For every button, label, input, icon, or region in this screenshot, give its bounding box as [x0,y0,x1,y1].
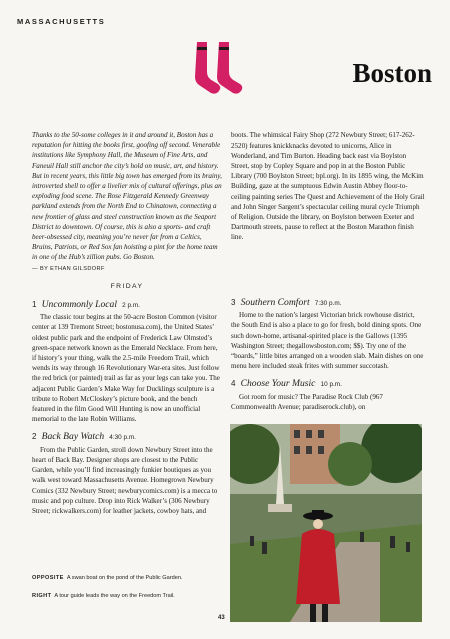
day-heading: FRIDAY [110,282,144,290]
page-number: 43 [218,615,225,621]
section-heading [231,297,425,309]
section-time: 7:30 p.m. [314,300,342,307]
section-body-text: From the Public Garden, stroll down Newbury Street into the heart of Back Bay. Designer shops are closest to the Public Garden, while you’ll find increasingly funkier boutiques as you walk west toward Massachusetts Avenue. Homegrown Newbury Comics (332 Newbury Street; newburycomics.com) is a mecca to music and pop culture. Drop into Rick Walker’s (306 Newbury Street; rickwalkers.com) for leather jackets, cowboy hats, and [32,445,218,515]
caption-right [32,593,222,599]
caption-opposite [32,575,222,581]
page-title: Boston [352,58,432,88]
section-number: 4 [231,379,236,389]
section-title: Southern Comfort [240,297,310,308]
freedom-trail-photo [230,424,422,622]
section-title: Uncommonly Local [41,299,118,311]
region-label: MASSACHUSETTS [17,17,106,26]
caption-text: A tour guide leads the way on the Freedom Trail. [54,593,175,599]
red-sox-socks-icon [191,40,243,96]
section-title: Back Bay Watch [41,431,105,443]
section-number: 3 [231,298,236,307]
section-body: Got room for music? The Paradise Rock Club (967 Commonwealth Avenue; paradiserock.club), on [231,392,383,411]
caption-text: A swan boat on the pond of the Public Garden. [66,575,183,581]
right-column [231,130,425,412]
section-heading [32,431,222,443]
section-number: 2 [32,432,37,442]
section-time: 4:30 p.m. [109,434,136,442]
caption-tag: RIGHT [32,593,52,599]
section-number: 1 [32,300,37,310]
left-column [32,130,222,516]
section-time: 10 p.m. [320,381,342,389]
section-body-continued-text: boots. The whimsical Fairy Shop (272 Newbury Street; 617-262-2520) features knickknacks devoted to unicorns, Alice in Wonderland, and Tim Burton. Heading back east via Boylston Street, stop by Copley Square and pop in at the Boston Public Library (700 Boylston Street; bpl.org). In its 1895 wing, the McKim Building, gaze at the sumptuous Edwin Austin Abbey floor-to-ceiling painting series The Quest and Achievement of the Holy Grail and John Singer Sargent’s spectacular ceiling mural cycle Triumph of Religion. Outside the library, on Boylston between Exeter and Dartmouth streets, pause to reflect at the Boston Marathon finish line. [231,131,425,242]
section-body: The classic tour begins at the 50-acre Boston Common (visitor center at 139 Tremont Street; bostonusa.com), the United States’ oldest public park and the endpoint of Frederick Law Olmsted’s green-space network known as the Emerald Necklace. From here, if history’s your thing, walk the 2.5-mile Freedom Trail, which wends its way through 16 Revolutionary War-era sites. Just follow the red brick (or painted) trail as far as your legs can take you. The adjacent Public Garden’s Make Way for Ducklings sculpture is a tribute to Robert McCloskey’s picture book, and the bench featured in the film Good Will Hunting is now an unofficial memorial to the late Robin Williams. [32,313,220,424]
section-time: 2 p.m. [122,302,140,310]
byline: — BY ETHAN GILSDORF [32,265,105,272]
section-body-split [32,445,222,516]
section-body: Home to the nation’s largest Victorian brick rowhouse district, the South End is also a place to go for fresh, bold dining spots. One such down-home, artisanal-spirited place is the Gallows (1395 Washington Street; thegallowsboston.com; $$). Try one of the “boards,” little bites arranged on a wooden slab. Main dishes on one menu here included steak frites with summer succotash. [231,311,424,371]
section-heading [32,299,222,311]
section-body-continued [231,130,425,290]
caption-tag: OPPOSITE [32,575,64,581]
section-title: Choose Your Music [240,378,316,390]
section-heading [231,378,425,390]
intro-paragraph: Thanks to the 50-some colleges in it and around it, Boston has a reputation for hitting the books first, goofing off second. Venerable institutions like Symphony Hall, the Museum of Fine Arts, and Faneuil Hall still anchor the city’s hold on music, art, and history. But in recent years, this little big town has emerged from its brainy, introverted shell to offer a livelier mix of cultural offerings, plus an exploding food scene. The Rose Fitzgerald Kennedy Greenway parkland extends from the North End to Chinatown, connecting a new frontier of glass and steel construction known as the Seaport District to downtown. Of course, this is also a sports- and craft beer-obsessed city, meaning you’re never far from a Celtics, Bruins, Patriots, or Red Sox fan hoisting a pint for the home team in one of the Hub’s zillion pubs. Go Boston. [32,131,222,262]
